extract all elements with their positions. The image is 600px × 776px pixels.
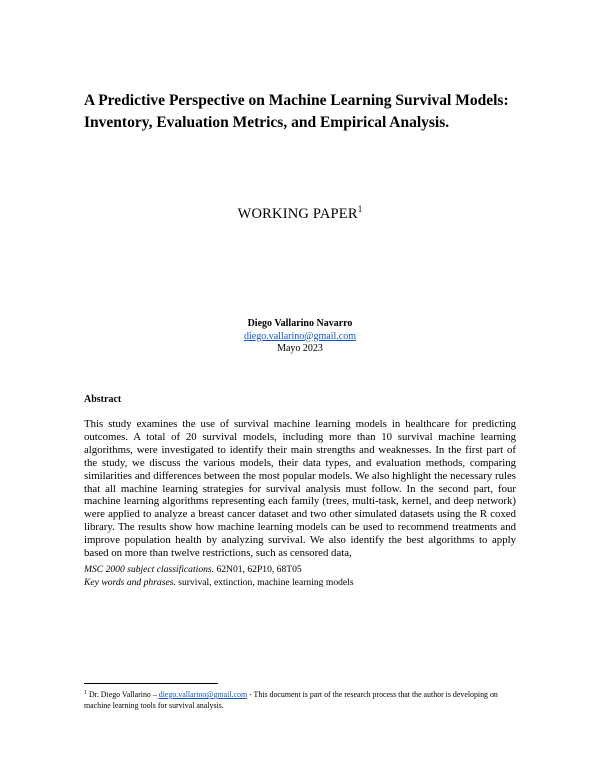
author-name: Diego Vallarino Navarro <box>247 318 353 329</box>
msc-label-rest: 2000 subject classifications. <box>103 564 215 575</box>
footnote <box>84 688 524 711</box>
abstract-text: This study examines the use of survival machine learning models in healthcare for predicting outcomes. A total of 20 survival models, including more than 10 survival machine learning algorithms, were investigated to identify their main strengths and weaknesses. In the first part of the study, we discuss the various models, their data types, and evaluation methods, comparing similarities and differences between the most popular models. We also highlight the necessary rules that all machine learning strategies for survival analysis must follow. In the second part, four machine learning algorithms representing each family (trees, multi-task, kernel, and deep network) were applied to analyze a breast cancer dataset and two other simulated datasets using the R coxed library. The results show how machine learning models can be used to recommend treatments and improve population health by analyzing survival. We also identify the best algorithms to apply based on more than twelve restrictions, such as censored data, <box>84 418 516 560</box>
footnote-mark: 1 <box>84 690 87 696</box>
title-line-2: Inventory, Evaluation Metrics, and Empirical Analysis. <box>84 114 450 131</box>
working-paper-text: WORKING PAPER <box>237 206 358 222</box>
msc-label: MSC <box>84 564 104 575</box>
keywords-line <box>84 577 524 590</box>
msc-line <box>84 564 524 577</box>
keywords-label: Key words and phrases. <box>84 576 176 588</box>
title-line-1: A Predictive Perspective on Machine Learning Survival Models: <box>84 92 509 109</box>
paper-title <box>84 90 544 134</box>
footnote-prefix: Dr. Diego Vallarino – <box>87 690 159 699</box>
author-email-link[interactable]: diego.vallarino@gmail.com <box>244 330 356 342</box>
author-block <box>0 318 600 356</box>
classification-block <box>84 564 524 589</box>
keywords: survival, extinction, machine learning models <box>175 576 354 588</box>
footnote-email-link[interactable]: diego.vallarino@gmail.com <box>158 690 248 699</box>
msc-codes: 62N01, 62P10, 68T05 <box>214 564 302 575</box>
working-paper-footnote-mark[interactable]: 1 <box>357 204 363 214</box>
publication-date: Mayo 2023 <box>277 343 323 354</box>
working-paper-label <box>0 204 600 223</box>
footnote-separator <box>84 683 218 684</box>
footnote-text: - This document is part of the research process that the author is developing on machine learning tools for survival analysis. <box>84 690 498 710</box>
abstract-heading: Abstract <box>84 394 122 405</box>
